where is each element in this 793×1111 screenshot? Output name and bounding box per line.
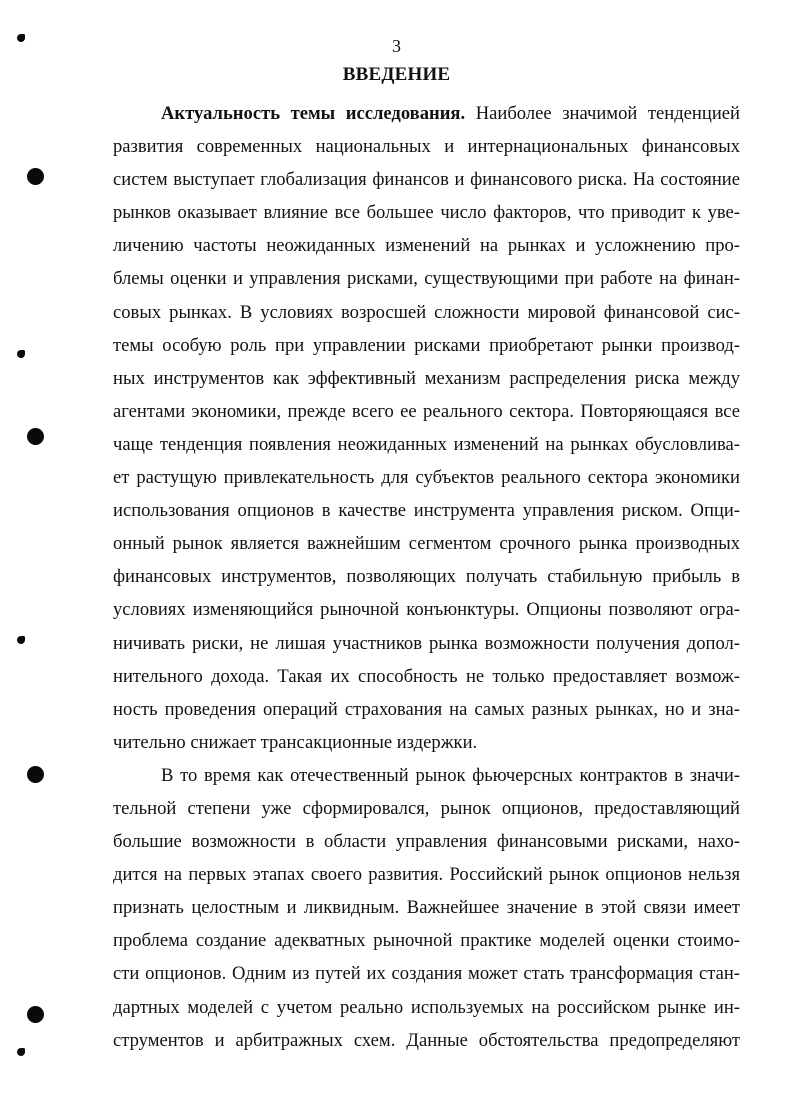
text-line: совых рынках. В условиях возросшей сложности мировой финансовой сис- [113, 301, 740, 323]
binder-mark [17, 1048, 25, 1056]
text-line: В то время как отечественный рынок фьючерсных контрактов в значи- [161, 764, 740, 786]
text-line: нительного дохода. Такая их способность не только предоставляет возмож- [113, 665, 740, 687]
text-line: струментов и арбитражных схем. Данные обстоятельства предопределяют [113, 1029, 740, 1051]
text-line: сти опционов. Одним из путей их создания может стать трансформация стан- [113, 963, 740, 985]
document-body [113, 97, 740, 1057]
text-line: проблема создание адекватных рыночной практике моделей оценки стоимо- [113, 930, 740, 952]
text-line: рынков оказывает влияние все большее число факторов, что приводит к уве- [113, 202, 740, 224]
text-line: тельной степени уже сформировался, рынок опционов, предоставляющий [113, 797, 740, 819]
binder-mark [17, 636, 25, 644]
text-line: чаще тенденция появления неожиданных изменений на рынках обусловлива- [113, 433, 740, 455]
text-line: агентами экономики, прежде всего ее реального сектора. Повторяющаяся все [113, 400, 740, 422]
text-line: темы особую роль при управлении рисками приобретают рынки производ- [113, 334, 740, 356]
page-title: ВВЕДЕНИЕ [342, 64, 451, 85]
text-line: признать целостным и ликвидным. Важнейшее значение в этой связи имеет [113, 897, 740, 919]
text-line: ничивать риски, не лишая участников рынка возможности получения допол- [113, 632, 740, 654]
text-line: ных инструментов как эффективный механизм распределения риска между [113, 367, 740, 389]
binder-hole [27, 1006, 44, 1023]
page-number: 3 [392, 36, 401, 56]
text-line: ность проведения операций страхования на самых разных рынках, но и зна- [113, 698, 740, 720]
section-lead: Актуальность темы исследования. [161, 103, 466, 124]
paragraph-1 [113, 97, 740, 759]
text-line: финансовых инструментов, позволяющих получать стабильную прибыль в [113, 566, 740, 588]
binder-hole [27, 428, 44, 445]
paragraph-2 [113, 759, 740, 1057]
text-line: ет растущую привлекательность для субъектов реального сектора экономики [113, 467, 740, 489]
binder-mark [17, 350, 25, 358]
text-line: большие возможности в области управления финансовыми рисками, нахо- [113, 831, 740, 853]
text-line: блемы оценки и управления рисками, существующими при работе на финан- [113, 268, 740, 290]
text-line: чительно снижает трансакционные издержки. [113, 731, 478, 753]
text-line: развития современных национальных и интернациональных финансовых [113, 136, 740, 158]
text-line: Актуальность темы исследования. Наиболее значимой тенденцией [161, 103, 740, 124]
binder-hole [27, 168, 44, 185]
text-line: дится на первых этапах своего развития. Российский рынок опционов нельзя [113, 864, 740, 886]
text-line: онный рынок является важнейшим сегментом срочного рынка производных [113, 533, 740, 555]
text-line: дартных моделей с учетом реально используемых на российском рынке ин- [113, 996, 740, 1018]
binder-hole [27, 766, 44, 783]
text-line: личению частоты неожиданных изменений на рынках и усложнению про- [113, 235, 740, 257]
text-line: систем выступает глобализация финансов и финансового риска. На состояние [113, 169, 740, 191]
text-line: условиях изменяющийся рыночной конъюнктуры. Опционы позволяют огра- [113, 599, 740, 621]
text-line: использования опционов в качестве инструмента управления риском. Опци- [113, 500, 740, 522]
